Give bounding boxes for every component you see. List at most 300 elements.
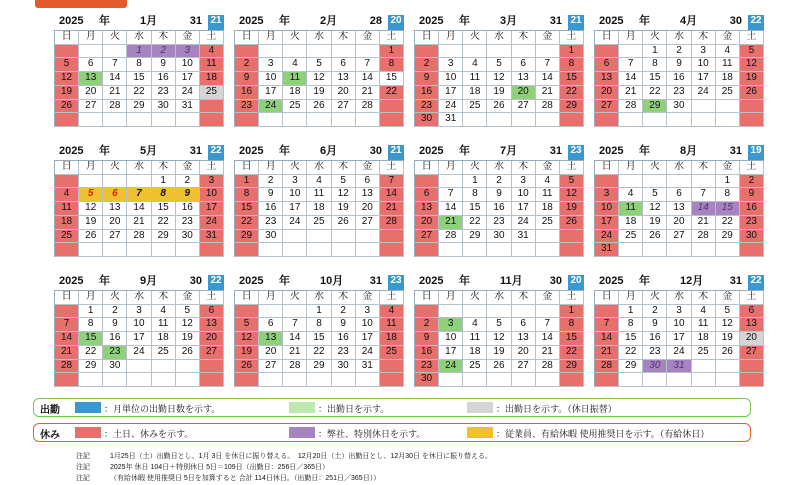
day-cell: 26 [716,346,740,360]
weekday-header: 日 [595,161,619,175]
day-cell: 13 [595,72,619,86]
weekday-header: 土 [740,291,764,305]
day-cell: 21 [439,216,463,230]
day-cell: 30 [259,230,283,244]
day-cell: 1 [560,305,584,319]
weekday-header: 火 [643,161,667,175]
day-cell: 3 [259,58,283,72]
day-cell: 5 [716,305,740,319]
day-cell: 13 [332,72,356,86]
day-cell: 4 [463,318,487,332]
day-cell: 21 [55,346,79,360]
day-cell: 7 [127,188,151,202]
day-cell: 10 [692,58,716,72]
days-in-month: 31 [729,145,742,157]
empty-cell [200,100,224,114]
note-text: （有給休暇 使用推奨日 5日を加算すると 合計 114日休日。（出勤日：251日／365日）） [110,475,381,482]
weekday-header: 火 [283,161,307,175]
day-cell: 27 [259,360,283,374]
day-cell: 14 [439,202,463,216]
empty-cell [380,230,404,244]
day-cell: 15 [560,72,584,86]
empty-cell [463,243,487,257]
empty-cell [463,373,487,387]
empty-cell [643,113,667,127]
day-cell: 2 [103,305,127,319]
day-cell: 1 [380,45,404,59]
day-cell: 21 [595,346,619,360]
day-cell: 15 [463,202,487,216]
legend-work-title: 出勤 [40,405,60,416]
month-grid [594,160,764,257]
year-suffix: 年 [459,145,470,157]
days-in-month: 31 [189,15,202,27]
day-cell: 5 [487,58,511,72]
weekday-header: 日 [415,31,439,45]
days-in-month: 31 [729,275,742,287]
day-cell: 12 [487,72,511,86]
legend-swatch-special [289,427,315,438]
day-cell: 12 [643,202,667,216]
day-cell: 20 [512,346,536,360]
note-text: 2025年 休日 104日＋特別休日 5日＝109日（出勤日：256日／365日） [110,464,330,471]
day-cell: 16 [415,346,439,360]
day-cell: 20 [79,86,103,100]
empty-cell [152,243,176,257]
weekday-header: 土 [740,31,764,45]
empty-cell [103,45,127,59]
empty-cell [200,243,224,257]
weekday-header: 水 [667,161,691,175]
day-cell: 13 [415,202,439,216]
day-cell: 11 [307,188,331,202]
empty-cell [595,175,619,189]
empty-cell [512,45,536,59]
day-cell: 17 [356,332,380,346]
weekday-header: 金 [536,291,560,305]
day-cell: 1 [79,305,103,319]
day-cell: 20 [415,216,439,230]
day-cell: 10 [667,318,691,332]
empty-cell [536,230,560,244]
day-cell: 19 [487,346,511,360]
day-cell: 24 [667,346,691,360]
day-cell: 12 [79,202,103,216]
day-cell: 4 [380,305,404,319]
weekday-header: 水 [487,31,511,45]
day-cell: 18 [463,86,487,100]
empty-cell [380,373,404,387]
day-cell: 15 [152,202,176,216]
month-calendar-10 [234,273,404,387]
empty-cell [152,373,176,387]
day-cell: 27 [79,100,103,114]
day-cell: 3 [667,305,691,319]
day-cell: 8 [380,58,404,72]
day-cell: 3 [692,45,716,59]
day-cell: 6 [512,318,536,332]
day-cell: 15 [380,72,404,86]
day-cell: 15 [560,332,584,346]
workday-count-badge: 21 [568,15,584,31]
day-cell: 18 [55,216,79,230]
empty-cell [692,100,716,114]
day-cell: 14 [692,202,716,216]
day-cell: 17 [200,202,224,216]
day-cell: 18 [380,332,404,346]
empty-cell [439,305,463,319]
empty-cell [667,113,691,127]
day-cell: 13 [667,202,691,216]
weekday-header: 日 [235,291,259,305]
day-cell: 6 [103,188,127,202]
empty-cell [356,243,380,257]
day-cell: 13 [740,318,764,332]
weekday-header: 水 [667,291,691,305]
day-cell: 22 [127,86,151,100]
day-cell: 31 [200,230,224,244]
empty-cell [380,243,404,257]
empty-cell [283,230,307,244]
year-label: 2025 [419,145,444,157]
weekday-header: 金 [716,31,740,45]
weekday-header: 月 [259,291,283,305]
day-cell: 1 [152,175,176,189]
workday-count-badge: 23 [388,275,404,291]
month-label: 1月 [140,15,158,27]
day-cell: 6 [259,318,283,332]
day-cell: 19 [55,86,79,100]
day-cell: 27 [103,230,127,244]
day-cell: 23 [103,346,127,360]
empty-cell [740,243,764,257]
empty-cell [103,175,127,189]
day-cell: 6 [415,188,439,202]
empty-cell [560,373,584,387]
day-cell: 12 [235,332,259,346]
empty-cell [176,243,200,257]
day-cell: 2 [235,58,259,72]
weekday-header: 日 [415,291,439,305]
day-cell: 1 [463,175,487,189]
days-in-month: 30 [729,15,742,27]
day-cell: 20 [200,332,224,346]
day-cell: 19 [235,346,259,360]
day-cell: 4 [307,175,331,189]
weekday-header: 月 [619,31,643,45]
day-cell: 31 [595,243,619,257]
note-2 [76,462,776,473]
month-grid [414,160,584,257]
day-cell: 24 [439,360,463,374]
day-cell: 19 [332,202,356,216]
day-cell: 15 [307,332,331,346]
month-header [54,143,224,159]
day-cell: 10 [356,318,380,332]
day-cell: 29 [79,360,103,374]
day-cell: 14 [536,332,560,346]
day-cell: 25 [716,86,740,100]
empty-cell [307,45,331,59]
empty-cell [560,230,584,244]
day-cell: 23 [667,86,691,100]
day-cell: 13 [200,318,224,332]
weekday-header: 日 [595,31,619,45]
workday-count-badge: 20 [568,275,584,291]
legend-text-paid: ：従業員、有給休暇 使用推奨日を示す。（有給休日） [496,429,710,439]
day-cell: 20 [259,346,283,360]
day-cell: 16 [235,86,259,100]
empty-cell [152,360,176,374]
weekday-header: 金 [536,161,560,175]
day-cell: 15 [619,332,643,346]
empty-cell [307,243,331,257]
month-grid [594,30,764,127]
empty-cell [536,45,560,59]
month-header [234,143,404,159]
empty-cell [235,243,259,257]
day-cell: 28 [536,100,560,114]
weekday-header: 土 [380,291,404,305]
day-cell: 22 [307,346,331,360]
day-cell: 22 [79,346,103,360]
day-cell: 3 [439,318,463,332]
month-label: 7月 [500,145,518,157]
day-cell: 14 [619,72,643,86]
empty-cell [740,373,764,387]
empty-cell [235,305,259,319]
day-cell: 30 [740,230,764,244]
empty-cell [103,243,127,257]
year-label: 2025 [239,15,264,27]
legend-swatch-paid [467,427,493,438]
day-cell: 22 [152,216,176,230]
day-cell: 12 [176,318,200,332]
empty-cell [536,113,560,127]
weekday-header: 水 [307,31,331,45]
day-cell: 16 [643,332,667,346]
empty-cell [332,373,356,387]
day-cell: 15 [235,202,259,216]
weekday-header: 木 [692,291,716,305]
weekday-header: 金 [356,161,380,175]
day-cell: 19 [487,86,511,100]
weekday-header: 木 [152,291,176,305]
day-cell: 4 [536,175,560,189]
day-cell: 11 [55,202,79,216]
day-cell: 1 [716,175,740,189]
month-calendar-8 [594,143,764,257]
day-cell: 16 [667,72,691,86]
day-cell: 18 [536,202,560,216]
day-cell: 10 [259,72,283,86]
day-cell: 15 [643,72,667,86]
day-cell: 2 [740,175,764,189]
legend-text-special: ：弊社、特別休日を示す。 [318,429,426,439]
day-cell: 25 [55,230,79,244]
empty-cell [176,373,200,387]
day-cell: 17 [439,86,463,100]
month-grid [414,30,584,127]
day-cell: 28 [55,360,79,374]
day-cell: 10 [512,188,536,202]
day-cell: 8 [560,58,584,72]
day-cell: 24 [439,100,463,114]
empty-cell [79,45,103,59]
day-cell: 21 [356,86,380,100]
empty-cell [283,113,307,127]
empty-cell [79,113,103,127]
day-cell: 11 [152,318,176,332]
day-cell: 24 [259,100,283,114]
empty-cell [380,113,404,127]
empty-cell [55,45,79,59]
legend-text-workday-count: ：月単位の出勤日数を示す。 [104,404,221,414]
day-cell: 8 [560,318,584,332]
empty-cell [415,305,439,319]
day-cell: 21 [536,86,560,100]
year-suffix: 年 [279,275,290,287]
month-calendar-2 [234,13,404,127]
empty-cell [560,243,584,257]
day-cell: 6 [512,58,536,72]
day-cell: 23 [332,346,356,360]
weekday-header: 月 [79,161,103,175]
day-cell: 29 [643,100,667,114]
weekday-header: 水 [667,31,691,45]
month-header [54,13,224,29]
empty-cell [740,100,764,114]
weekday-header: 木 [152,161,176,175]
day-cell: 10 [176,58,200,72]
weekday-header: 金 [356,31,380,45]
month-header [414,143,584,159]
day-cell: 8 [127,58,151,72]
empty-cell [692,360,716,374]
day-cell: 21 [283,346,307,360]
day-cell: 30 [643,360,667,374]
weekday-header: 木 [332,31,356,45]
day-cell: 3 [283,175,307,189]
month-label: 12月 [680,275,704,287]
month-header [54,273,224,289]
day-cell: 14 [595,332,619,346]
weekday-header: 月 [619,291,643,305]
empty-cell [667,373,691,387]
day-cell: 13 [512,332,536,346]
empty-cell [55,113,79,127]
day-cell: 27 [415,230,439,244]
empty-cell [487,305,511,319]
day-cell: 19 [176,332,200,346]
day-cell: 23 [415,100,439,114]
day-cell: 5 [55,58,79,72]
empty-cell [415,243,439,257]
legend-swatch-off [75,427,101,438]
day-cell: 10 [595,202,619,216]
day-cell: 4 [55,188,79,202]
day-cell: 25 [463,100,487,114]
empty-cell [127,373,151,387]
empty-cell [55,373,79,387]
month-grid [594,290,764,387]
day-cell: 2 [152,45,176,59]
empty-cell [536,243,560,257]
day-cell: 25 [200,86,224,100]
day-cell: 24 [200,216,224,230]
day-cell: 6 [740,305,764,319]
empty-cell [595,305,619,319]
day-cell: 15 [79,332,103,346]
empty-cell [463,305,487,319]
day-cell: 11 [380,318,404,332]
day-cell: 19 [643,216,667,230]
legend-rest-title: 休み [40,430,60,441]
day-cell: 28 [692,230,716,244]
empty-cell [439,243,463,257]
day-cell: 21 [380,202,404,216]
day-cell: 31 [356,360,380,374]
workday-count-badge: 19 [748,145,764,161]
empty-cell [512,113,536,127]
day-cell: 11 [716,58,740,72]
weekday-header: 日 [235,31,259,45]
empty-cell [200,113,224,127]
day-cell: 25 [307,216,331,230]
day-cell: 2 [332,305,356,319]
legend-rest [33,423,751,442]
weekday-header: 木 [512,31,536,45]
day-cell: 31 [667,360,691,374]
weekday-header: 火 [283,31,307,45]
weekday-header: 木 [332,291,356,305]
legend-text-off: ：土日、休みを示す。 [104,429,194,439]
day-cell: 8 [152,188,176,202]
year-suffix: 年 [639,145,650,157]
day-cell: 15 [127,72,151,86]
day-cell: 16 [487,202,511,216]
day-cell: 27 [667,230,691,244]
day-cell: 24 [356,346,380,360]
day-cell: 30 [415,113,439,127]
weekday-header: 金 [176,161,200,175]
days-in-month: 28 [369,15,382,27]
day-cell: 9 [103,318,127,332]
day-cell: 28 [103,100,127,114]
days-in-month: 31 [189,145,202,157]
day-cell: 12 [716,318,740,332]
weekday-header: 金 [716,161,740,175]
month-calendar-7 [414,143,584,257]
workday-count-badge: 22 [748,15,764,31]
month-calendar-11 [414,273,584,387]
day-cell: 9 [415,72,439,86]
day-cell: 1 [619,305,643,319]
day-cell: 5 [307,58,331,72]
day-cell: 3 [439,58,463,72]
day-cell: 17 [512,202,536,216]
day-cell: 2 [487,175,511,189]
empty-cell [283,243,307,257]
day-cell: 3 [200,175,224,189]
day-cell: 20 [356,202,380,216]
day-cell: 25 [536,216,560,230]
day-cell: 28 [380,216,404,230]
workday-count-badge: 21 [208,15,224,31]
day-cell: 9 [643,318,667,332]
empty-cell [740,113,764,127]
day-cell: 22 [560,86,584,100]
